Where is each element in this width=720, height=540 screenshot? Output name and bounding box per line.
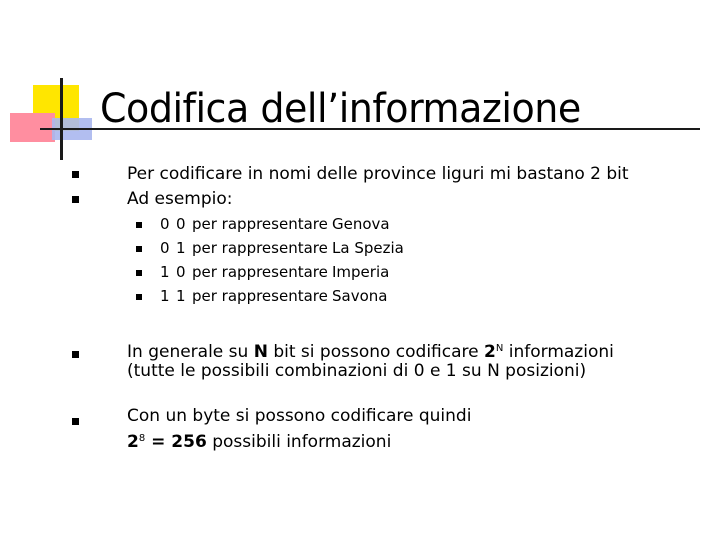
bullet-3-power-base: 2 (484, 342, 496, 362)
example-label: per rappresentare (192, 239, 328, 257)
bullet-text-2: Ad esempio: (127, 189, 233, 209)
example-province: Imperia (332, 263, 390, 281)
bullet-square-icon (72, 171, 79, 178)
bullet-text-4-line2 (127, 428, 391, 453)
example-label: per rappresentare (192, 287, 328, 305)
bullet-text-4: Con un byte si possono codificare quindi (127, 406, 472, 426)
example-bit-a: 0 (160, 239, 170, 257)
bullet-3-bold-n: N (253, 342, 268, 362)
example-province: Genova (332, 215, 390, 233)
bullet-3-power-exponent: N (495, 343, 504, 354)
bullet-square-icon (72, 418, 79, 425)
example-bit-b: 0 (176, 215, 186, 233)
bullet-4-equals-256: = 256 (145, 432, 207, 452)
bullet-3-suffix: informazioni (503, 342, 614, 362)
example-bit-b: 1 (176, 239, 186, 257)
bullet-text-3-line2: (tutte le possibili combinazioni di 0 e 1 su N posizioni) (127, 361, 587, 381)
bullet-4-suffix: possibili informazioni (206, 432, 392, 452)
sub-bullet-icon (136, 222, 142, 228)
example-label: per rappresentare (192, 263, 328, 281)
sub-bullet-icon (136, 294, 142, 300)
example-label: per rappresentare (192, 215, 328, 233)
bullet-square-icon (72, 351, 79, 358)
example-bit-b: 0 (176, 263, 186, 281)
example-row (160, 236, 404, 261)
example-row (160, 260, 389, 285)
bullet-3-prefix: In generale su (127, 342, 254, 362)
bullet-4-power-exponent: 8 (138, 433, 146, 444)
example-province: La Spezia (332, 239, 404, 257)
example-bit-a: 1 (160, 287, 170, 305)
bullet-3-mid: bit si possono codificare (267, 342, 485, 362)
example-row (160, 284, 387, 309)
slide-title: Codifica dell’informazione (100, 86, 581, 132)
sub-bullet-icon (136, 246, 142, 252)
example-province: Savona (332, 287, 388, 305)
decor-vertical-line (60, 78, 63, 160)
bullet-text-1: Per codificare in nomi delle province liguri mi bastano 2 bit (127, 164, 629, 184)
bullet-4-power-base: 2 (127, 432, 139, 452)
example-bit-a: 1 (160, 263, 170, 281)
example-row (160, 212, 390, 237)
bullet-square-icon (72, 196, 79, 203)
sub-bullet-icon (136, 270, 142, 276)
example-bit-a: 0 (160, 215, 170, 233)
example-bit-b: 1 (176, 287, 186, 305)
